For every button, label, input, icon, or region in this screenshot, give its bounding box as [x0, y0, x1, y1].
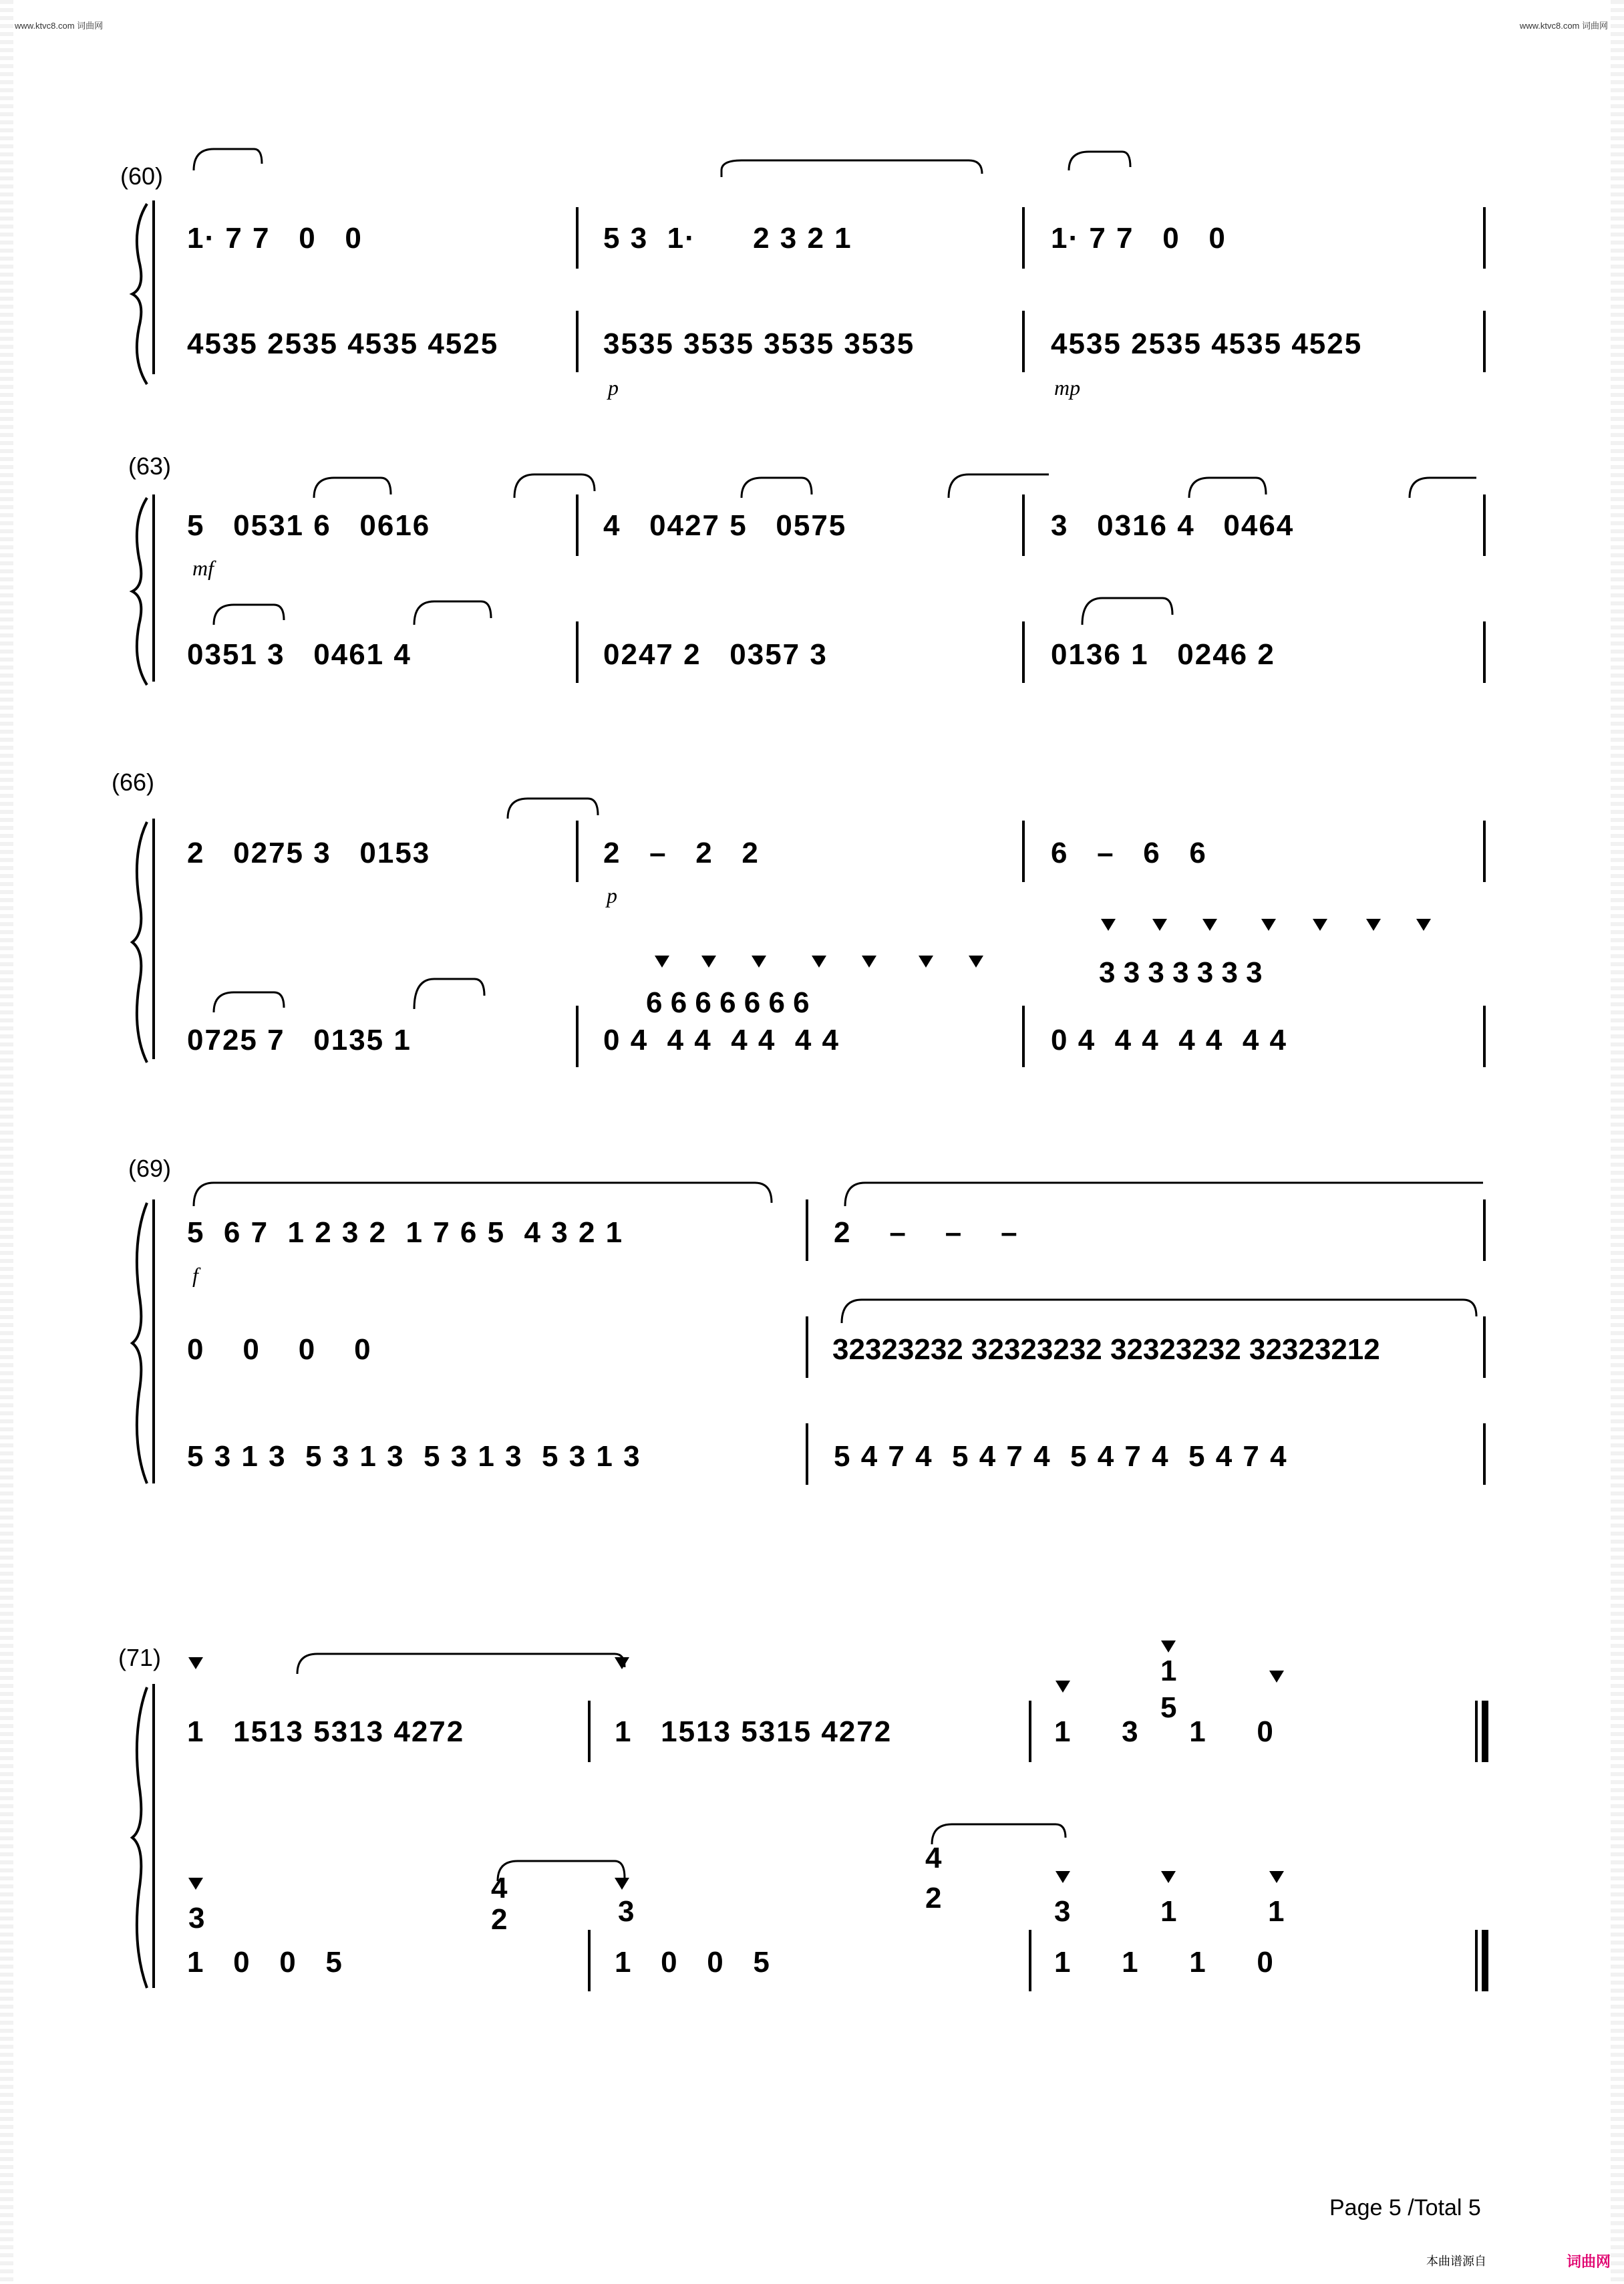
slurs-and-accents	[187, 1630, 1483, 1945]
staff1-measure-67: 2 – 2 2	[603, 837, 760, 869]
svg-text:1: 1	[1268, 1895, 1285, 1928]
dynamic-marking: mf	[192, 556, 214, 580]
barline	[1483, 621, 1486, 683]
staff2-measure-64: 0247 2 0357 3	[603, 638, 828, 671]
staff2-measure-61: 3535 3535 3535 3535	[603, 327, 915, 360]
dynamic-marking: mp	[1054, 376, 1081, 400]
measure-number: (66)	[112, 768, 155, 796]
svg-text:4: 4	[491, 1872, 508, 1904]
staff2-measure-66: 0725 7 0135 1	[187, 1024, 412, 1056]
system-line	[152, 200, 155, 374]
svg-text:4: 4	[925, 1842, 942, 1874]
staff3-measure-70: 5 4 7 4 5 4 7 4 5 4 7 4 5 4 7 4	[834, 1440, 1288, 1473]
slurs	[187, 461, 1483, 635]
measure-number: (71)	[118, 1644, 162, 1671]
dynamic-marking: f	[192, 1263, 198, 1287]
system-line	[152, 819, 155, 1059]
dynamic-marking: p	[608, 376, 619, 400]
page-indicator: Page 5 /Total 5	[1329, 2195, 1481, 2221]
staff1-measure-73: 1 3 1 0	[1054, 1715, 1280, 1748]
barline	[1483, 1006, 1486, 1067]
staff1-measure-69: 5 6 7 1 2 3 2 1 7 6 5 4 3 2 1	[187, 1216, 624, 1249]
barline	[1483, 1423, 1486, 1485]
staff1-measure-61: 5 3 1· 2 3 2 1	[603, 222, 852, 255]
svg-text:2: 2	[925, 1882, 942, 1914]
svg-text:3: 3	[618, 1895, 635, 1928]
system-line	[152, 1199, 155, 1483]
barline	[1022, 207, 1025, 269]
right-margin-strip	[1611, 0, 1624, 2284]
slurs	[187, 1163, 1483, 1323]
staff1-measure-72: 1 1513 5315 4272	[615, 1715, 892, 1748]
system-brace	[127, 1199, 154, 1487]
staff2-measure-60: 4535 2535 4535 4525	[187, 327, 499, 360]
barline	[806, 1423, 808, 1485]
staff2-measure-71: 1 0 0 5	[187, 1946, 343, 1979]
system-line	[152, 1684, 155, 1988]
barline	[1483, 494, 1486, 556]
staff1-measure-65: 3 0316 4 0464	[1051, 509, 1295, 542]
header-left: www.ktvc8.com 词曲网	[15, 21, 104, 31]
staff1-measure-64: 4 0427 5 0575	[603, 509, 847, 542]
staff3-measure-69: 5 3 1 3 5 3 1 3 5 3 1 3 5 3 1 3	[187, 1440, 641, 1473]
staff2-measure-67: 0 4 4 4 4 4 4 4	[603, 1024, 840, 1056]
system-brace	[127, 1684, 154, 1991]
barline	[806, 1316, 808, 1378]
svg-text:3: 3	[1054, 1895, 1071, 1928]
slurs-and-accents	[187, 775, 1483, 1022]
footer-site-logo[interactable]: 词曲网	[1567, 2253, 1611, 2270]
left-margin-strip	[0, 0, 13, 2284]
barline	[1022, 311, 1025, 372]
staff1-measure-70: 2 – – –	[834, 1216, 1019, 1249]
staff1-measure-71: 1 1513 5313 4272	[187, 1715, 465, 1748]
svg-text:2: 2	[491, 1903, 508, 1936]
dynamic-marking: p	[607, 883, 617, 907]
staff2-measure-72: 1 0 0 5	[615, 1946, 771, 1979]
barline	[1483, 821, 1486, 882]
barline	[1483, 1199, 1486, 1261]
barline	[1483, 207, 1486, 269]
measure-number: (69)	[128, 1155, 172, 1182]
barline	[1483, 1316, 1486, 1378]
barline	[576, 207, 579, 269]
svg-text:3: 3	[188, 1902, 205, 1935]
staff1-measure-66: 2 0275 3 0153	[187, 837, 431, 869]
measure-number: (60)	[120, 162, 164, 190]
svg-text:5: 5	[1160, 1691, 1177, 1724]
staff2-measure-68: 0 4 4 4 4 4 4 4	[1051, 1024, 1288, 1056]
svg-text:6 6 6 6 6 6 6: 6 6 6 6 6 6 6	[646, 986, 810, 1019]
staff2-measure-70: 32323232 32323232 32323232 32323212	[832, 1333, 1380, 1366]
measure-number: (63)	[128, 452, 172, 480]
staff1-measure-60: 1· 7 7 0 0	[187, 222, 363, 255]
slurs	[187, 144, 1483, 197]
staff2-measure-63: 0351 3 0461 4	[187, 638, 412, 671]
system-line	[152, 494, 155, 682]
staff1-measure-68: 6 – 6 6	[1051, 837, 1207, 869]
staff2-measure-73: 1 1 1 0	[1054, 1946, 1280, 1979]
svg-text:1: 1	[1160, 1895, 1177, 1928]
staff2-measure-65: 0136 1 0246 2	[1051, 638, 1275, 671]
header-right: www.ktvc8.com 词曲网	[1519, 21, 1608, 31]
system-brace	[127, 819, 154, 1066]
footer-source: 本曲谱源自	[1426, 2255, 1486, 2268]
staff2-measure-69: 0 0 0 0	[187, 1333, 372, 1366]
staff1-measure-63: 5 0531 6 0616	[187, 509, 431, 542]
barline	[1483, 311, 1486, 372]
staff2-measure-62: 4535 2535 4535 4525	[1051, 327, 1363, 360]
barline	[576, 311, 579, 372]
system-brace	[127, 494, 154, 688]
system-brace	[127, 200, 154, 388]
svg-text:3 3 3 3 3 3 3: 3 3 3 3 3 3 3	[1099, 956, 1263, 989]
staff1-measure-62: 1· 7 7 0 0	[1051, 222, 1227, 255]
svg-text:1: 1	[1160, 1655, 1177, 1687]
